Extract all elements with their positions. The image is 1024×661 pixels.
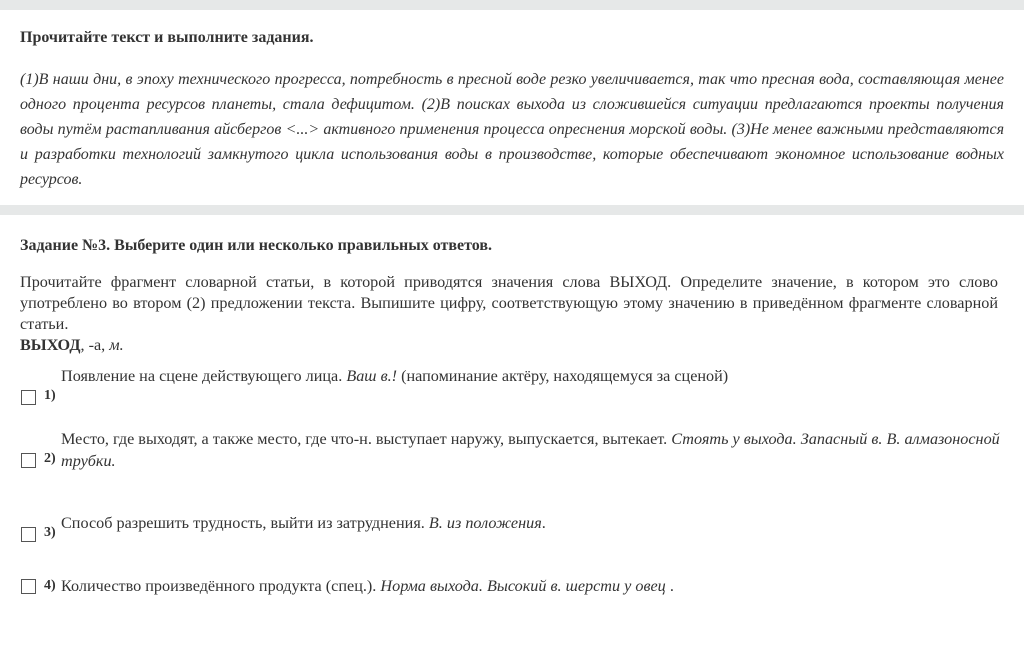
- option-1-text: [61, 365, 1011, 387]
- passage-heading: Прочитайте текст и выполните задания.: [20, 29, 314, 46]
- task-section: [0, 215, 1024, 616]
- task-description: Прочитайте фрагмент словарной статьи, в которой приводятся значения слова ВЫХОД. Определите значение, в котором это слово употреблено во втором (2) предложении текста. Выпишите цифру, соответствующую этому значению в приведённом фрагменте словарной статьи.: [20, 273, 998, 333]
- passage-section: [0, 10, 1024, 205]
- option-3-tail: .: [541, 514, 546, 532]
- option-3-example: В. из положения: [428, 514, 542, 532]
- option-1-definition: Появление на сцене действующего лица.: [61, 367, 347, 385]
- entry-word: ВЫХОД: [20, 336, 81, 354]
- option-1-number: 1): [44, 388, 56, 403]
- option-1-example: Ваш в.!: [346, 367, 398, 385]
- option-2-definition: Место, где выходят, а также место, где что-н. выступает наружу, выпускается, вытекает.: [61, 430, 672, 448]
- option-3-checkbox[interactable]: [21, 527, 36, 542]
- dictionary-entry: [20, 335, 1004, 356]
- top-band: [0, 0, 1024, 10]
- option-4-number: 4): [44, 578, 56, 593]
- option-3-text: [61, 512, 1011, 534]
- option-4-example: Норма выхода. Высокий в. шерсти у овец: [380, 577, 666, 595]
- option-1-tail: (напоминание актёру, находящемуся за сценой): [397, 367, 729, 385]
- option-1-checkbox[interactable]: [21, 390, 36, 405]
- passage-text: (1)В наши дни, в эпоху технического прогресса, потребность в пресной воде резко увеличивается, так что пресная вода, составляющая менее одного процента ресурсов планеты, стала дефицитом. (2)В поисках выхода из сложившейся ситуации предлагаются проекты получения воды путём растапливания айсбергов <...> активного применения процесса опреснения морской воды. (3)Не менее важными представляются и разработки технологий замкнутого цикла использования воды в производстве, которые обеспечивают экономное использование водных ресурсов.: [20, 71, 1004, 188]
- option-3-number: 3): [44, 525, 56, 540]
- entry-grammar: , -а,: [80, 336, 110, 354]
- option-4-definition: Количество произведённого продукта (спец.).: [61, 577, 381, 595]
- task-heading: Задание №3. Выберите один или несколько правильных ответов.: [20, 237, 493, 254]
- option-2-example: Стоять у выхода. Запасный в. В. алмазоносной трубки.: [61, 430, 1000, 470]
- option-4-text: [61, 575, 1011, 597]
- option-2-number: 2): [44, 451, 56, 466]
- option-3-definition: Способ разрешить трудность, выйти из затруднения.: [61, 514, 429, 532]
- option-2-text: [61, 428, 1011, 472]
- option-4-checkbox[interactable]: [21, 579, 36, 594]
- answer-options: [20, 356, 1004, 616]
- entry-gender: м.: [109, 336, 124, 354]
- option-2-checkbox[interactable]: [21, 453, 36, 468]
- section-divider: [0, 205, 1024, 215]
- option-4-tail: .: [665, 577, 674, 595]
